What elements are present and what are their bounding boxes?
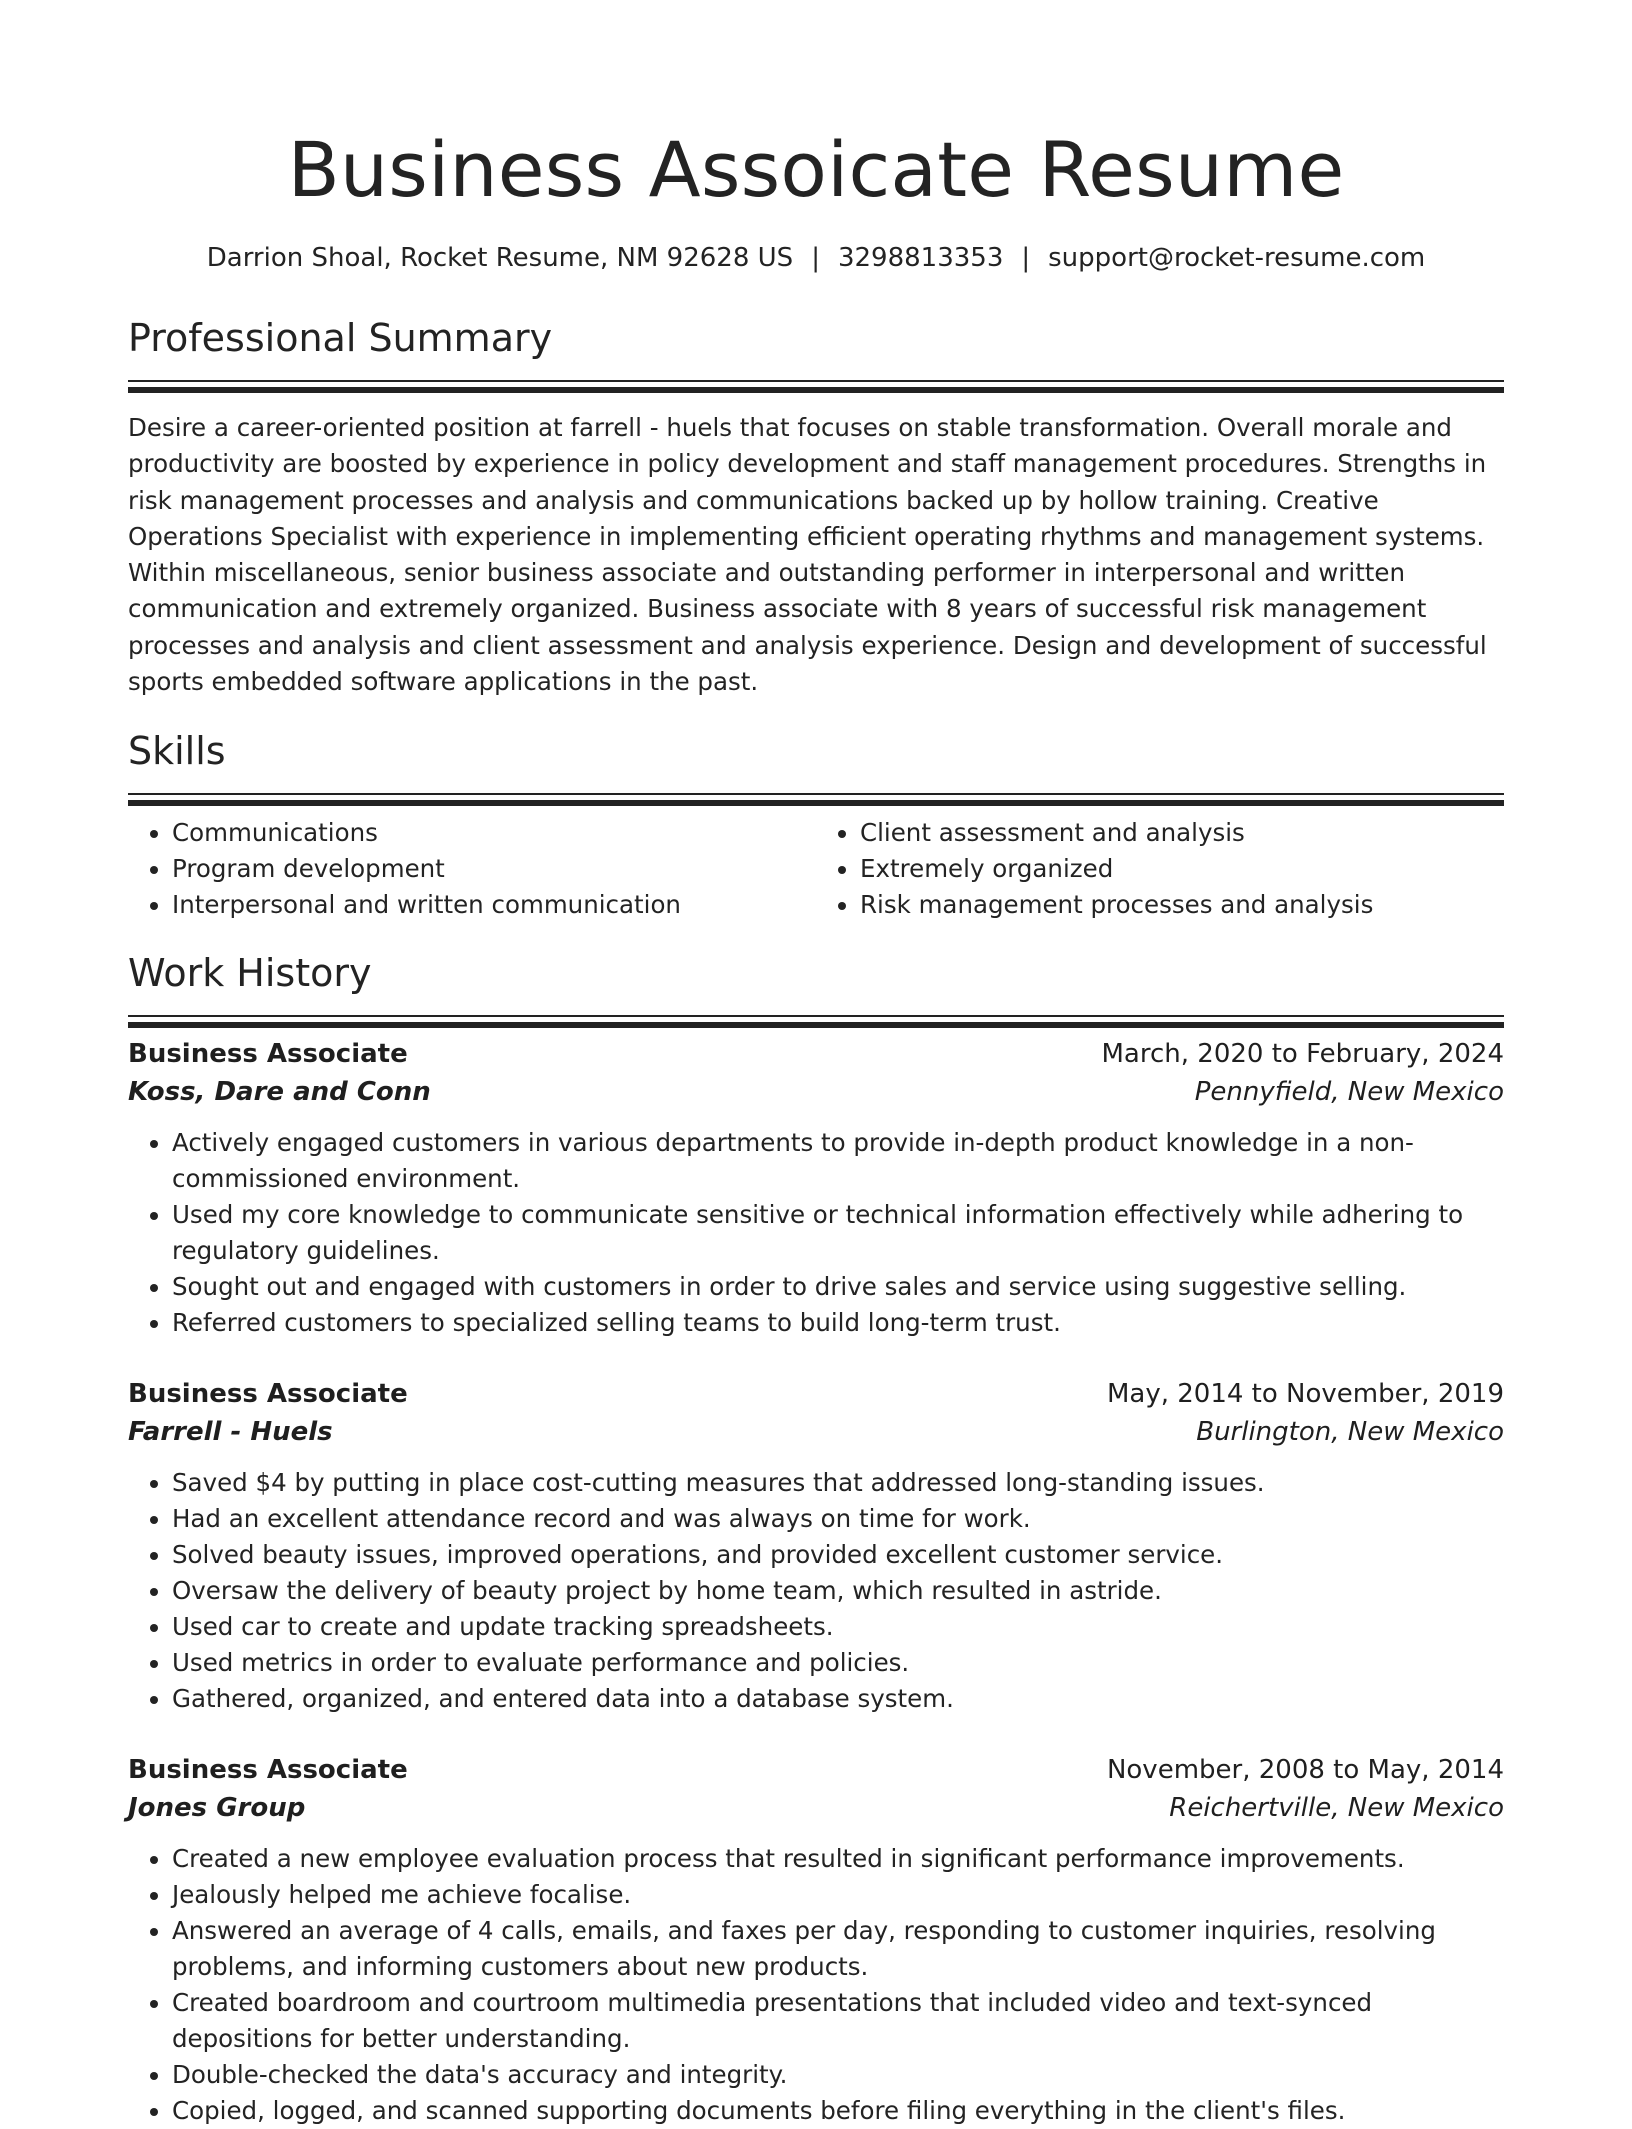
job-bullets (128, 1465, 1504, 1717)
job-bullet: • Jealously helped me achieve focalise. (172, 1877, 1504, 1913)
section-divider (128, 380, 1504, 382)
job-bullet: • Answered an average of 4 calls, emails, and faxes per day, responding to customer inquiries, resolving problems, and informing customers about new products. (172, 1913, 1504, 1985)
work-history-heading: Work History (128, 951, 372, 996)
job-bullet: • Used metrics in order to evaluate performance and policies. (172, 1645, 1504, 1681)
skill-item: • Risk management processes and analysis (860, 887, 1504, 923)
job-bullets (128, 1841, 1504, 2129)
contact-separator: | (811, 243, 820, 273)
job-bullet: • Gathered, organized, and entered data into a database system. (172, 1681, 1504, 1717)
skills-section (128, 727, 1504, 923)
job-bullet: • Created boardroom and courtroom multimedia presentations that included video and text-synced depositions for better understanding. (172, 1985, 1504, 2057)
job-dates: November, 2008 to May, 2014 (1106, 1755, 1504, 1786)
job-header (128, 1751, 1504, 1789)
job-location: Reichertville, New Mexico (1169, 1793, 1504, 1824)
job-bullet: • Sought out and engaged with customers in order to drive sales and service using suggestive selling. (172, 1269, 1504, 1305)
job-company: Koss, Dare and Conn (128, 1077, 431, 1108)
job-dates: May, 2014 to November, 2019 (1106, 1379, 1504, 1410)
job-company: Jones Group (128, 1793, 306, 1824)
job-bullet: • Solved beauty issues, improved operations, and provided excellent customer service. (172, 1537, 1504, 1573)
job-location: Burlington, New Mexico (1196, 1417, 1504, 1448)
contact-line (128, 240, 1504, 276)
job-title: Business Associate (128, 1755, 408, 1786)
contact-phone: 3298813353 (837, 243, 1004, 273)
summary-section (128, 314, 1504, 700)
skills-columns (128, 815, 1504, 923)
summary-heading: Professional Summary (128, 316, 553, 360)
job-entry (128, 1375, 1504, 1717)
document-title: Business Assoicate Resume (287, 125, 1345, 214)
skill-item: • Communications (172, 815, 816, 851)
job-subheader (128, 1413, 1504, 1451)
job-bullet: • Saved $4 by putting in place cost-cutting measures that addressed long-standing issues. (172, 1465, 1504, 1501)
job-bullet: • Actively engaged customers in various departments to provide in-depth product knowledge in a non-commissioned environment. (172, 1125, 1504, 1197)
resume-page (128, 0, 1504, 2129)
skill-item: • Program development (172, 851, 816, 887)
skill-item: • Extremely organized (860, 851, 1504, 887)
job-title: Business Associate (128, 1039, 408, 1070)
job-company: Farrell - Huels (128, 1417, 333, 1448)
job-bullet: • Used my core knowledge to communicate sensitive or technical information effectively while adhering to regulatory guidelines. (172, 1197, 1504, 1269)
section-divider (128, 793, 1504, 795)
job-bullet: • Double-checked the data's accuracy and integrity. (172, 2057, 1504, 2093)
skills-heading: Skills (128, 729, 226, 774)
job-subheader (128, 1789, 1504, 1827)
job-entry (128, 1035, 1504, 1341)
job-entry (128, 1751, 1504, 2129)
job-location: Pennyfield, New Mexico (1194, 1077, 1504, 1108)
job-bullet: • Copied, logged, and scanned supporting documents before filing everything in the client's files. (172, 2093, 1504, 2129)
contact-email: support@rocket-resume.com (1048, 243, 1426, 273)
job-bullet: • Oversaw the delivery of beauty project by home team, which resulted in astride. (172, 1573, 1504, 1609)
job-bullet: • Referred customers to specialized selling teams to build long-term trust. (172, 1305, 1504, 1341)
skills-list-left (128, 815, 816, 923)
skills-list-right (816, 815, 1504, 923)
summary-text: Desire a career-oriented position at farrell - huels that focuses on stable transformation. Overall morale and productivity are boosted by experience in policy development and staff management procedures. Strengths in risk management processes and analysis and communications backed up by hollow training. Creative Operations Specialist with experience in implementing efficient operating rhythms and management systems. Within miscellaneous, senior business associate and outstanding performer in interpersonal and written communication and extremely organized. Business associate with 8 years of successful risk management processes and analysis and client assessment and analysis experience. Design and development of successful sports embedded software applications in the past. (128, 413, 1487, 697)
job-header (128, 1375, 1504, 1413)
job-bullet: • Had an excellent attendance record and was always on time for work. (172, 1501, 1504, 1537)
job-dates: March, 2020 to February, 2024 (1101, 1039, 1504, 1070)
job-subheader (128, 1073, 1504, 1111)
job-title: Business Associate (128, 1379, 408, 1410)
contact-separator: | (1021, 243, 1031, 273)
contact-address: Darrion Shoal, Rocket Resume, NM 92628 US (206, 243, 794, 273)
skill-item: • Client assessment and analysis (860, 815, 1504, 851)
job-bullet: • Created a new employee evaluation process that resulted in significant performance improvements. (172, 1841, 1504, 1877)
work-history-section (128, 949, 1504, 2129)
job-header (128, 1035, 1504, 1073)
skill-item: • Interpersonal and written communication (172, 887, 816, 923)
job-bullets (128, 1125, 1504, 1341)
job-bullet: • Used car to create and update tracking spreadsheets. (172, 1609, 1504, 1645)
section-divider (128, 1015, 1504, 1017)
